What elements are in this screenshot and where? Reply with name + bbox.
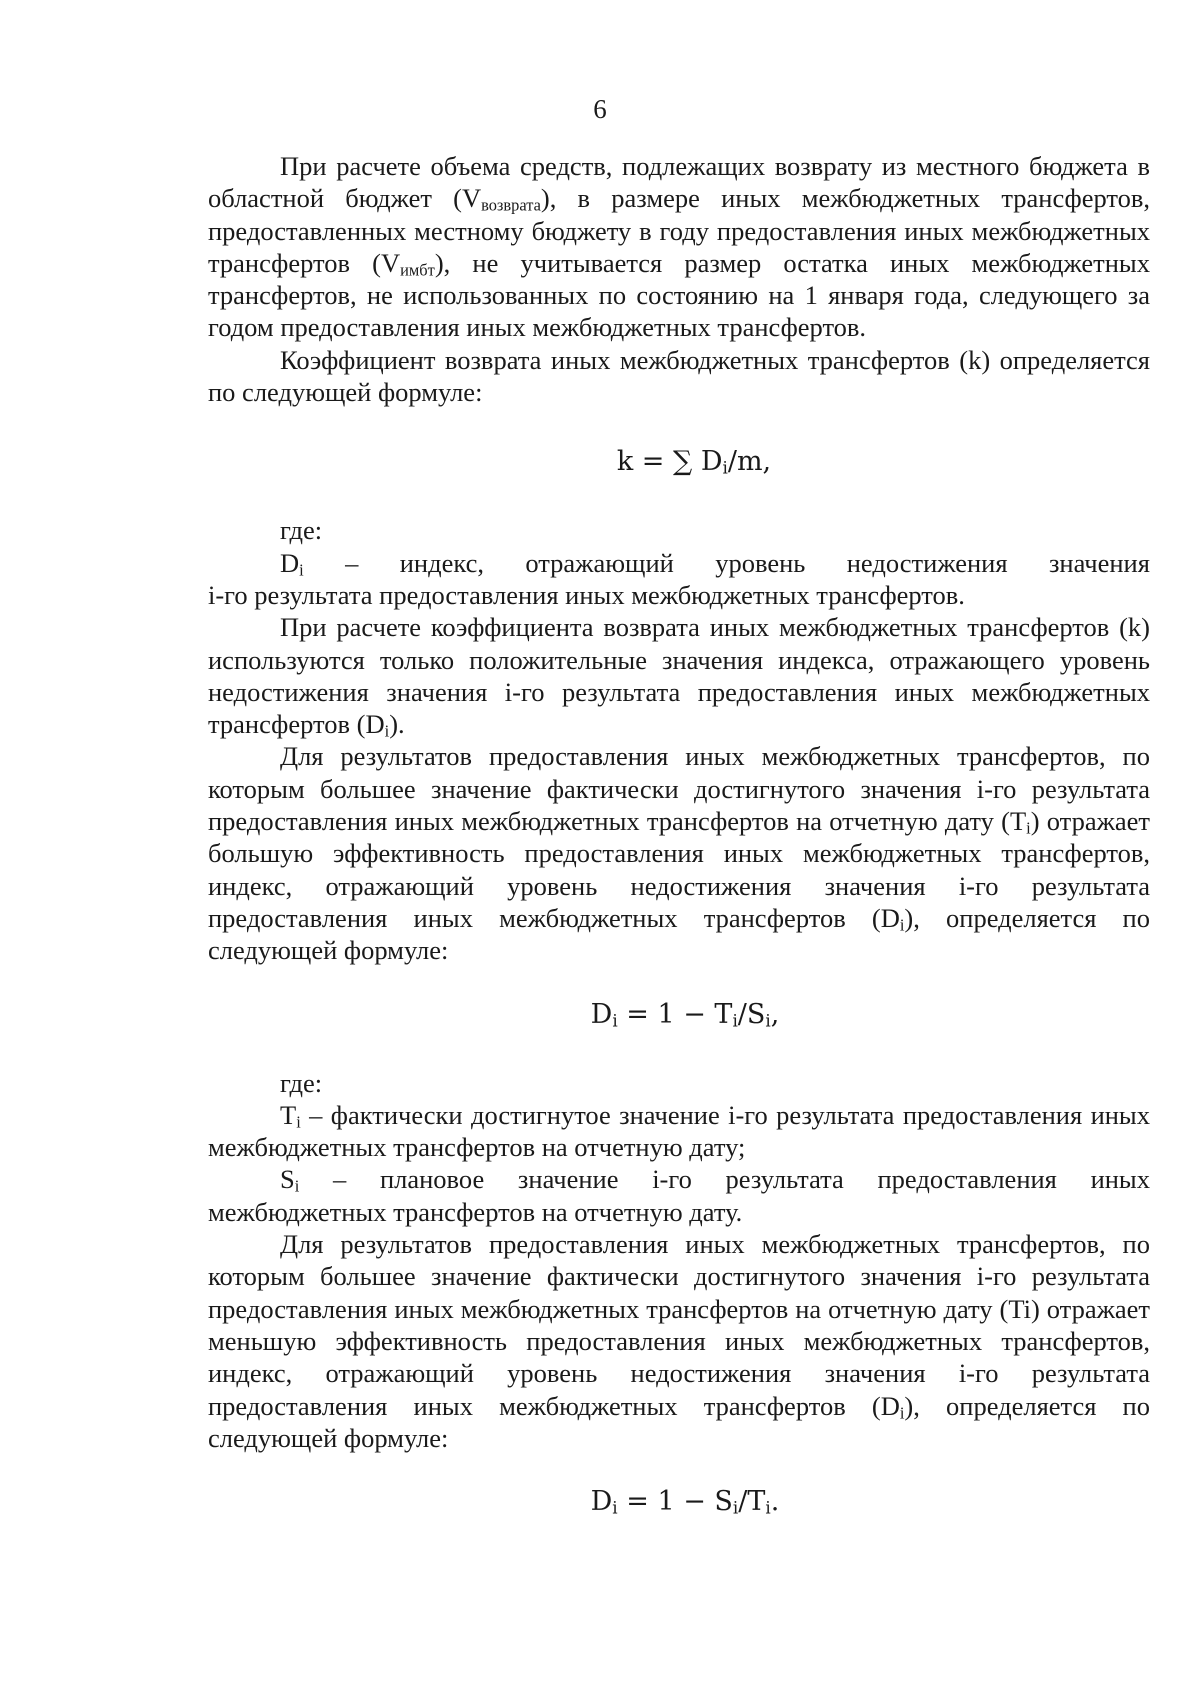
document-body xyxy=(208,150,1150,1518)
paragraph-greater-efficiency: Для результатов предоставления иных межбюджетных трансфертов, по которым большее значение фактически достигнутого значения i-го результата предоставления иных межбюджетных трансфертов на отчетную дату $(T_i)$ отражает большую эффективность предоставления иных межбюджетных трансфертов, индекс, отражающий уровень недостижения значения i-го результата предоставления иных межбюджетных трансфертов $(D_i)$, определяется по следующей формуле: xyxy=(208,741,1150,966)
formula-d-index-2: $D_i = 1 - S_i/T_i$. xyxy=(590,1486,780,1518)
definition-s: $S_i$ – плановое значение i-го результата предоставления иных межбюджетных трансфертов на отчетную дату. xyxy=(208,1164,1150,1227)
definition-d: $D_i$ – индекс, отражающий уровень недостижения значения i-го результата предоставления иных межбюджетных трансфертов. xyxy=(208,547,1150,610)
definition-t: $T_i$ – фактически достигнутое значение i-го результата предоставления иных межбюджетных трансфертов на отчетную дату; xyxy=(208,1099,1150,1163)
where-label: где: xyxy=(280,1067,323,1098)
where-label: где: xyxy=(280,515,323,546)
formula-coefficient-k: k = ∑ $D_i/m$, xyxy=(616,446,772,479)
page-number: 6 xyxy=(593,94,607,124)
formula-d-index-1: $D_i = 1 - T_i/S_i$, xyxy=(590,998,780,1031)
paragraph-coefficient-intro: Коэффициент возврата иных межбюджетных трансфертов (k) определяется по следующей формуле: xyxy=(208,344,1150,408)
paragraph-return-volume: При расчете объема средств, подлежащих возврату из местного бюджета в областной бюджет $(V_{возврата})$, в размере иных межбюджетных трансфертов, предоставленных местному бюджету в году предоставления иных межбюджетных трансфертов $(V_{имбт})$, не учитывается размер остатка иных межбюджетных трансфертов, не использованных по состоянию на 1 января года, следующего за годом предоставления иных межбюджетных трансфертов. xyxy=(208,151,1150,343)
paragraph-lesser-efficiency: Для результатов предоставления иных межбюджетных трансфертов, по которым большее значение фактически достигнутого значения i-го результата предоставления иных межбюджетных трансфертов на отчетную дату (Ti) отражает меньшую эффективность предоставления иных межбюджетных трансфертов, индекс, отражающий уровень недостижения значения i-го результата предоставления иных межбюджетных трансфертов $(D_i)$, определяется по следующей формуле: xyxy=(208,1229,1150,1453)
paragraph-positive-values: При расчете коэффициента возврата иных межбюджетных трансфертов (k) используются только положительные значения индекса, отражающего уровень недостижения значения i-го результата предоставления иных межбюджетных трансфертов $(D_i)$. xyxy=(208,612,1150,741)
